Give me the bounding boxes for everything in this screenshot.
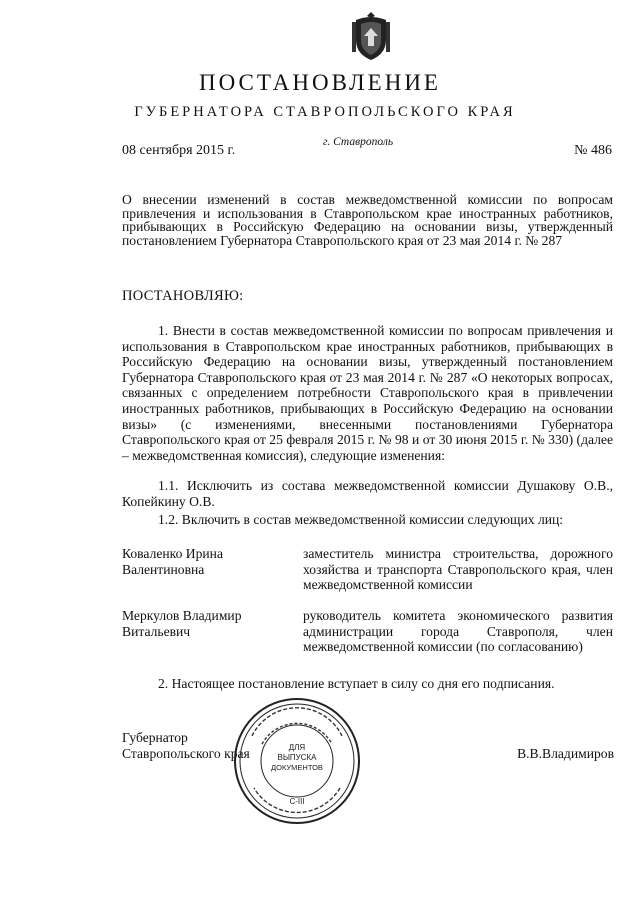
document-title: ПОСТАНОВЛЕНИЕ [199, 70, 441, 95]
person-name [122, 546, 292, 577]
document-subject: О внесении изменений в состав межведомственной комиссии по вопросам привлечения и использования в Ставропольском крае иностранных работников, прибывающих в Российскую Федерацию на основании визы, утвержденный постановлением Губернатора Ставропольского края от 23 мая 2014 г. № 287 [122, 192, 613, 248]
person-patronymic: Витальевич [122, 623, 191, 639]
signer-title-line: Ставропольского края [122, 745, 250, 761]
document-number: № 486 [574, 143, 612, 158]
person-surname: Коваленко Ирина [122, 546, 223, 561]
clause-1-text: 1. Внести в состав межведомственной комиссии по вопросам привлечения и использования в Ставропольском крае иностранных работников, прибывающих в Российскую Федерацию на основании визы, утвержденный постановлением Губернатора Ставропольского края от 23 мая 2014 г. № 287 «О некоторых вопросах, связанных с определением потребности Ставропольского края в привлечении иностранных работников, прибывающих в Российскую Федерацию на основании визы» (с изменениями, внесенными постановлениями Губернатора Ставропольского края от 25 февраля 2015 г. № 98 и от 30 июня 2015 г. № 330) (далее – межведомственная комиссия), следующие изменения: [122, 323, 613, 463]
person-name [122, 608, 292, 639]
person-surname: Меркулов Владимир [122, 608, 242, 623]
clause-1 [122, 323, 613, 463]
coat-of-arms-icon [350, 10, 392, 62]
document-date: 08 сентября 2015 г. [122, 143, 236, 158]
decree-word: ПОСТАНОВЛЯЮ: [122, 288, 244, 304]
document-subtitle: ГУБЕРНАТОРА СТАВРОПОЛЬСКОГО КРАЯ [134, 104, 516, 120]
official-stamp [232, 696, 362, 826]
person-role: заместитель министра строительства, дорожного хозяйства и транспорта Ставропольского края, член межведомственной комиссии [303, 546, 613, 593]
clause-1-2: 1.2. Включить в состав межведомственной комиссии следующих лиц: [158, 512, 564, 527]
person-patronymic: Валентиновна [122, 561, 205, 577]
stamp-code: С-III [289, 797, 305, 806]
person-role: руководитель комитета экономического развития администрации города Ставрополя, член межведомственной комиссии (по согласованию) [303, 608, 613, 655]
document-city: г. Ставрополь [323, 136, 394, 148]
stamp-center-line: ДОКУМЕНТОВ [271, 763, 323, 772]
stamp-center-line: ДЛЯ [288, 743, 306, 752]
stamp-center-line: ВЫПУСКА [277, 753, 317, 762]
clause-2: 2. Настоящее постановление вступает в силу со дня его подписания. [158, 676, 555, 691]
signer-title-line: Губернатор [122, 730, 188, 745]
clause-1-1: 1.1. Исключить из состава межведомственной комиссии Душакову О.В., Копейкину О.В. [122, 478, 613, 509]
signer-name: В.В.Владимиров [517, 746, 614, 761]
signer-title [122, 730, 250, 761]
